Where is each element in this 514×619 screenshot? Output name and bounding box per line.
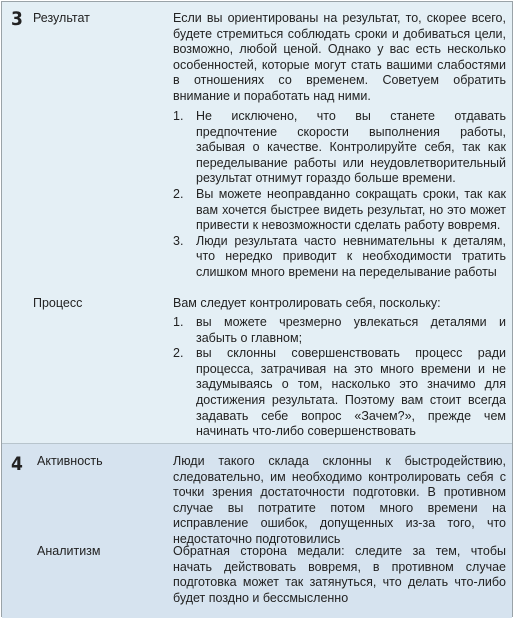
result-list — [173, 109, 506, 281]
activity-text: Люди такого склада склонны к быстродействию, следовательно, им необходимо контролировать себя с точки зрения достаточности подготовки. В противном случае вы потратите потом много времени на исправление ошибок, допущенных из-за того, что недостаточно подготовились — [173, 454, 506, 546]
list-item: 2. вы склонны совершенствовать процесс ради процесса, затрачивая на это много времени и не задумываясь о том, насколько это значимо для достижения результата. Поэтому вам стоит всегда задавать себе вопрос «Зачем?», прежде чем начинать что-либо совершенствовать — [173, 346, 506, 439]
section-divider — [2, 443, 512, 444]
process-list — [173, 315, 506, 440]
row-label-result: Результат — [33, 11, 90, 25]
result-intro-text: Если вы ориентированы на результат, то, скорее всего, будете стремиться соблюдать сроки и добиваться цели, возможно, любой ценой. Однако у вас есть несколько особенностей, которые могут стать вашими слабостями в отношениях со временем. Советуем обратить внимание и поработать над ними. — [173, 11, 506, 103]
analytism-text: Обратная сторона медали: следите за тем, чтобы начать действовать вовремя, в противном случае подготовка может так затянуться, что делать что-либо будет поздно и бессмысленно — [173, 544, 506, 605]
section-number-4: 4 — [11, 453, 23, 475]
list-item: 1. вы можете чрезмерно увлекаться деталями и забыть о главном; — [173, 315, 506, 345]
list-item: 2. Вы можете неоправданно сокращать сроки, так как вам хочется быстрее видеть результат, но это может привести к невозможности сделать работу вовремя. — [173, 186, 506, 233]
row-label-activity: Активность — [37, 454, 103, 468]
row-label-analytism: Аналитизм — [37, 544, 101, 558]
list-item: 3. Люди результата часто невнимательны к деталям, что нередко приводит к необходимости тратить слишком много времени на переделывание работы — [173, 233, 506, 279]
list-item: 1. Не исключено, что вы станете отдавать предпочтение скорости выполнения работы, забывая о качестве. Контролируйте себя, так как переделывание работы или неудовлетворительный результат отнимут гораздо больше времени. — [173, 109, 506, 186]
recommendations-table — [1, 1, 513, 617]
row-label-process: Процесс — [33, 296, 83, 310]
section-number-3: 3 — [11, 8, 23, 30]
process-intro-text: Вам следует контролировать себя, поскольку: — [173, 296, 441, 310]
